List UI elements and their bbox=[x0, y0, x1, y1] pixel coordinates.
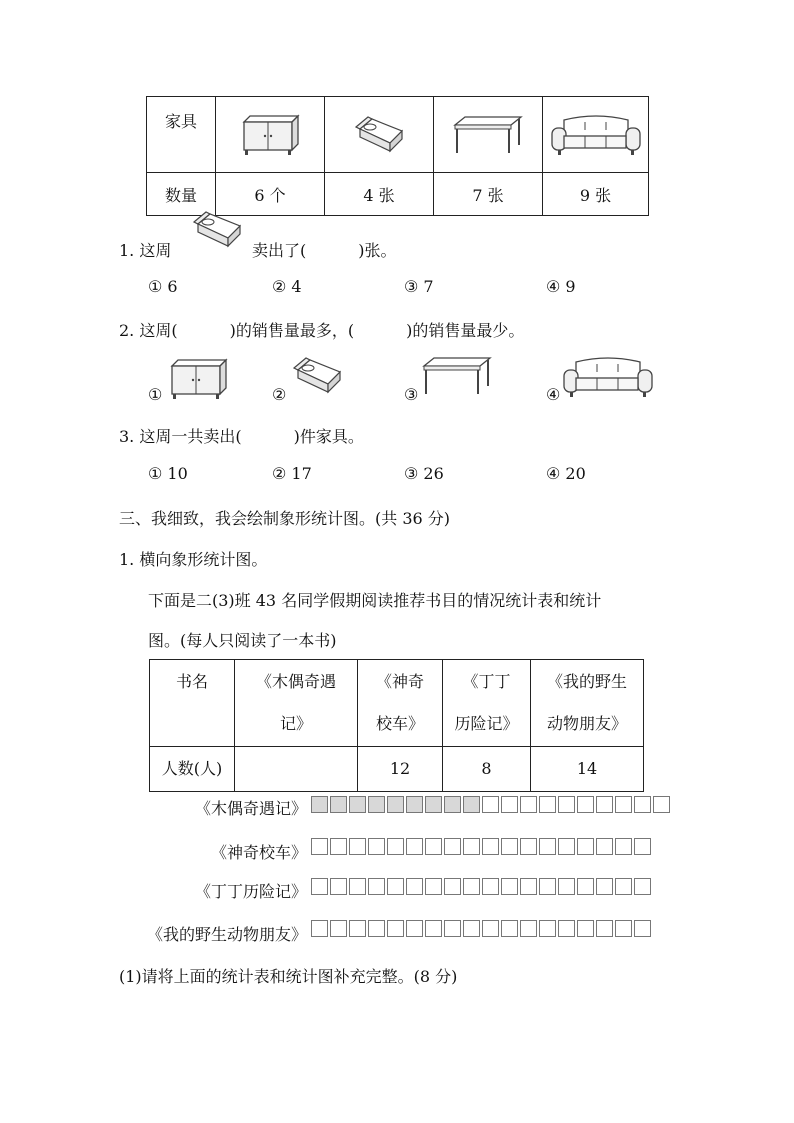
book-3-name: 《丁丁 历险记》 bbox=[443, 660, 531, 747]
empty-cell[interactable] bbox=[368, 838, 385, 855]
empty-cell[interactable] bbox=[425, 920, 442, 937]
pictograph-label-2: 《神奇校车》 bbox=[210, 843, 307, 862]
empty-cell[interactable] bbox=[539, 878, 556, 895]
filled-cell[interactable] bbox=[406, 796, 423, 813]
book-name-label: 书名 bbox=[150, 660, 235, 747]
pictograph-row-3[interactable] bbox=[311, 878, 653, 895]
section-3-title: 三、我细致，我会绘制象形统计图。(共 36 分) bbox=[119, 509, 451, 528]
book-4-name: 《我的野生 动物朋友》 bbox=[531, 660, 644, 747]
empty-cell[interactable] bbox=[444, 838, 461, 855]
empty-cell[interactable] bbox=[463, 920, 480, 937]
section-3-description: 下面是二(3)班 43 名同学假期阅读推荐书目的情况统计表和统计 bbox=[148, 591, 602, 610]
book-2-name: 《神奇 校车》 bbox=[358, 660, 443, 747]
filled-cell[interactable] bbox=[368, 796, 385, 813]
empty-cell[interactable] bbox=[653, 796, 670, 813]
empty-cell[interactable] bbox=[501, 878, 518, 895]
q1-option-3[interactable]: ③ 7 bbox=[404, 277, 434, 296]
empty-cell[interactable] bbox=[539, 796, 556, 813]
filled-cell[interactable] bbox=[330, 796, 347, 813]
bed-icon bbox=[288, 354, 346, 398]
task-1: (1)请将上面的统计表和统计图补充完整。(8 分) bbox=[119, 967, 458, 986]
empty-cell[interactable] bbox=[387, 838, 404, 855]
furniture-table bbox=[146, 96, 649, 216]
empty-cell[interactable] bbox=[634, 838, 651, 855]
q1-option-1[interactable]: ① 6 bbox=[148, 277, 178, 296]
reader-count-label: 人数(人) bbox=[150, 747, 235, 792]
cabinet-icon bbox=[238, 114, 302, 156]
pictograph-row-1[interactable] bbox=[311, 796, 672, 813]
filled-cell[interactable] bbox=[349, 796, 366, 813]
empty-cell[interactable] bbox=[463, 838, 480, 855]
empty-cell[interactable] bbox=[311, 838, 328, 855]
empty-cell[interactable] bbox=[330, 920, 347, 937]
bed-icon bbox=[350, 113, 408, 157]
pictograph-row-4[interactable] bbox=[311, 920, 653, 937]
empty-cell[interactable] bbox=[520, 838, 537, 855]
book-4-count: 14 bbox=[531, 747, 644, 792]
empty-cell[interactable] bbox=[349, 878, 366, 895]
pictograph-label-4: 《我的野生动物朋友》 bbox=[146, 925, 307, 944]
q2-option-3[interactable]: ③ bbox=[404, 385, 419, 404]
empty-cell[interactable] bbox=[558, 878, 575, 895]
pictograph-label-3: 《丁丁历险记》 bbox=[194, 882, 307, 901]
empty-cell[interactable] bbox=[558, 838, 575, 855]
empty-cell[interactable] bbox=[387, 878, 404, 895]
empty-cell[interactable] bbox=[501, 796, 518, 813]
sofa-cell bbox=[543, 97, 649, 173]
empty-cell[interactable] bbox=[349, 920, 366, 937]
empty-cell[interactable] bbox=[558, 920, 575, 937]
empty-cell[interactable] bbox=[539, 920, 556, 937]
empty-cell[interactable] bbox=[425, 838, 442, 855]
empty-cell[interactable] bbox=[311, 920, 328, 937]
empty-cell[interactable] bbox=[596, 796, 613, 813]
sofa-icon bbox=[562, 356, 654, 398]
question-2: 2. 这周( )的销售量最多，( )的销售量最少。 bbox=[119, 321, 525, 340]
furniture-header-label: 家具 bbox=[147, 97, 216, 173]
pictograph-label-1: 《木偶奇遇记》 bbox=[194, 799, 307, 818]
cabinet-icon bbox=[166, 358, 230, 400]
empty-cell[interactable] bbox=[406, 878, 423, 895]
empty-cell[interactable] bbox=[330, 838, 347, 855]
q3-option-4[interactable]: ④ 20 bbox=[546, 464, 586, 483]
empty-cell[interactable] bbox=[444, 878, 461, 895]
empty-cell[interactable] bbox=[330, 878, 347, 895]
empty-cell[interactable] bbox=[482, 838, 499, 855]
empty-cell[interactable] bbox=[615, 838, 632, 855]
bed-count: 4 张 bbox=[325, 173, 434, 216]
filled-cell[interactable] bbox=[311, 796, 328, 813]
bed-cell bbox=[325, 97, 434, 173]
empty-cell[interactable] bbox=[311, 878, 328, 895]
empty-cell[interactable] bbox=[596, 920, 613, 937]
empty-cell[interactable] bbox=[615, 878, 632, 895]
empty-cell[interactable] bbox=[634, 796, 651, 813]
empty-cell[interactable] bbox=[368, 920, 385, 937]
filled-cell[interactable] bbox=[463, 796, 480, 813]
empty-cell[interactable] bbox=[406, 838, 423, 855]
cabinet-cell bbox=[216, 97, 325, 173]
question-1-rest: 卖出了( )张。 bbox=[252, 241, 397, 260]
empty-cell[interactable] bbox=[577, 878, 594, 895]
empty-cell[interactable] bbox=[501, 920, 518, 937]
empty-cell[interactable] bbox=[520, 920, 537, 937]
empty-cell[interactable] bbox=[615, 920, 632, 937]
empty-cell[interactable] bbox=[577, 838, 594, 855]
filled-cell[interactable] bbox=[444, 796, 461, 813]
q3-option-2[interactable]: ② 17 bbox=[272, 464, 312, 483]
empty-cell[interactable] bbox=[444, 920, 461, 937]
q2-option-4[interactable]: ④ bbox=[546, 385, 561, 404]
empty-cell[interactable] bbox=[520, 878, 537, 895]
empty-cell[interactable] bbox=[520, 796, 537, 813]
empty-cell[interactable] bbox=[615, 796, 632, 813]
filled-cell[interactable] bbox=[425, 796, 442, 813]
book-1-count[interactable] bbox=[235, 747, 358, 792]
sofa-icon bbox=[550, 114, 642, 156]
question-3: 3. 这周一共卖出( )件家具。 bbox=[119, 427, 364, 446]
furniture-count-label: 数量 bbox=[147, 173, 216, 216]
empty-cell[interactable] bbox=[577, 920, 594, 937]
q1-option-2[interactable]: ② 4 bbox=[272, 277, 302, 296]
sofa-count: 9 张 bbox=[543, 173, 649, 216]
books-table bbox=[149, 659, 644, 792]
q3-option-3[interactable]: ③ 26 bbox=[404, 464, 444, 483]
empty-cell[interactable] bbox=[539, 838, 556, 855]
pictograph-row-2[interactable] bbox=[311, 838, 653, 855]
table-cell bbox=[434, 97, 543, 173]
q2-option-2[interactable]: ② bbox=[272, 385, 287, 404]
q2-option-1[interactable]: ① bbox=[148, 385, 163, 404]
section-3-description-2: 图。(每人只阅读了一本书) bbox=[148, 631, 337, 650]
empty-cell[interactable] bbox=[387, 920, 404, 937]
table-icon bbox=[451, 115, 525, 155]
empty-cell[interactable] bbox=[482, 920, 499, 937]
empty-cell[interactable] bbox=[596, 838, 613, 855]
cabinet-count: 6 个 bbox=[216, 173, 325, 216]
empty-cell[interactable] bbox=[482, 796, 499, 813]
q3-option-1[interactable]: ① 10 bbox=[148, 464, 188, 483]
empty-cell[interactable] bbox=[634, 878, 651, 895]
empty-cell[interactable] bbox=[368, 878, 385, 895]
q1-option-4[interactable]: ④ 9 bbox=[546, 277, 576, 296]
filled-cell[interactable] bbox=[387, 796, 404, 813]
table-count: 7 张 bbox=[434, 173, 543, 216]
empty-cell[interactable] bbox=[596, 878, 613, 895]
empty-cell[interactable] bbox=[406, 920, 423, 937]
empty-cell[interactable] bbox=[558, 796, 575, 813]
empty-cell[interactable] bbox=[634, 920, 651, 937]
section-3-sub-1: 1. 横向象形统计图。 bbox=[119, 550, 268, 569]
table-icon bbox=[420, 352, 494, 400]
question-1: 1. 这周 bbox=[119, 241, 172, 260]
book-3-count: 8 bbox=[443, 747, 531, 792]
book-2-count: 12 bbox=[358, 747, 443, 792]
empty-cell[interactable] bbox=[349, 838, 366, 855]
empty-cell[interactable] bbox=[482, 878, 499, 895]
bed-icon bbox=[188, 208, 246, 252]
empty-cell[interactable] bbox=[425, 878, 442, 895]
empty-cell[interactable] bbox=[577, 796, 594, 813]
book-1-name: 《木偶奇遇 记》 bbox=[235, 660, 358, 747]
empty-cell[interactable] bbox=[463, 878, 480, 895]
empty-cell[interactable] bbox=[501, 838, 518, 855]
